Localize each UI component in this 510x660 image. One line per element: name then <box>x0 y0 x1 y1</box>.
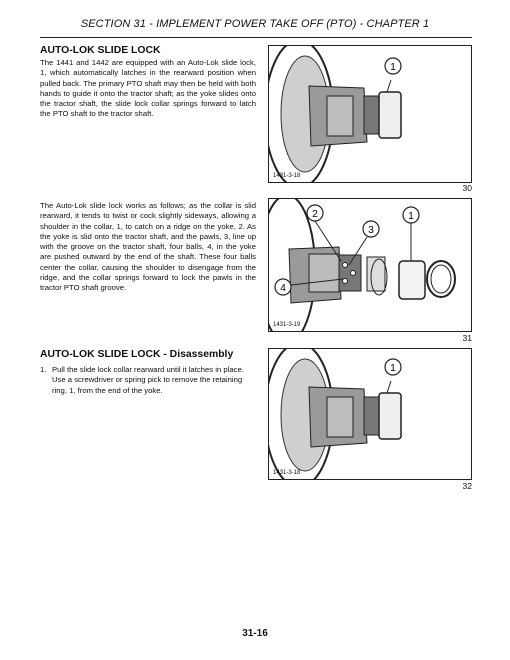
callout-1: 1 <box>390 62 396 73</box>
figure-number: 32 <box>462 481 472 491</box>
figure-code: 1431-3-18 <box>273 470 301 476</box>
section-header: SECTION 31 - IMPLEMENT POWER TAKE OFF (PTO) - CHAPTER 1 <box>80 18 430 30</box>
callout-4: 4 <box>280 283 286 294</box>
step-text: Pull the slide lock collar rearward until it latches in place. Use a screwdriver or spring pick to remove the retaining ring, 1, from the end of the yoke. <box>52 365 244 395</box>
pto-shaft-illustration-32 <box>269 349 471 479</box>
heading-disassembly: AUTO-LOK SLIDE LOCK - Disassembly <box>40 349 234 360</box>
figure-code: 1431-3-19 <box>273 322 301 328</box>
header-rule <box>40 37 472 38</box>
callout-1: 1 <box>390 363 396 374</box>
pto-exploded-illustration-31 <box>269 199 471 331</box>
step-1 <box>40 365 254 396</box>
page-number: 31-16 <box>242 628 268 639</box>
figure-number: 31 <box>462 333 472 343</box>
paragraph-operation: The Auto-Lok slide lock works as follows; as the collar is slid rearward, it tends to twist or cock slightly sideways, allowing a shoulder in the collar, 1, to catch on a ridge on the yoke, 2. As the yoke is slid onto the tractor shaft, and the pawls, 3, line up with the groove on the tractor shaft, four balls, 4, in the yoke are pushed outward by the end of the shaft. These four balls center the collar, causing the shoulder to disengage from the ridge, and the collar springs forward to lock the pawls in the tractor PTO shaft groove. <box>40 201 256 293</box>
paragraph-intro: The 1441 and 1442 are equipped with an Auto-Lok slide lock, 1, which automatically latches in the rearward position when pulled back. The primary PTO shaft may then be held with both hands to guide it onto the tractor shaft; as the yoke slides onto the tractor shaft, the slide lock collar springs forward to latch the PTO shaft to the tractor shaft. <box>40 58 256 119</box>
callout-2: 2 <box>312 209 318 220</box>
callout-1: 1 <box>408 211 414 222</box>
step-number: 1. <box>40 365 47 374</box>
figure-code: 1431-3-18 <box>273 173 301 179</box>
figure-number: 30 <box>462 183 472 193</box>
figure-30 <box>268 45 472 183</box>
pto-shaft-illustration-30 <box>269 46 471 182</box>
figure-32 <box>268 348 472 480</box>
callout-3: 3 <box>368 225 374 236</box>
figure-31 <box>268 198 472 332</box>
heading-auto-lok: AUTO-LOK SLIDE LOCK <box>40 45 161 56</box>
